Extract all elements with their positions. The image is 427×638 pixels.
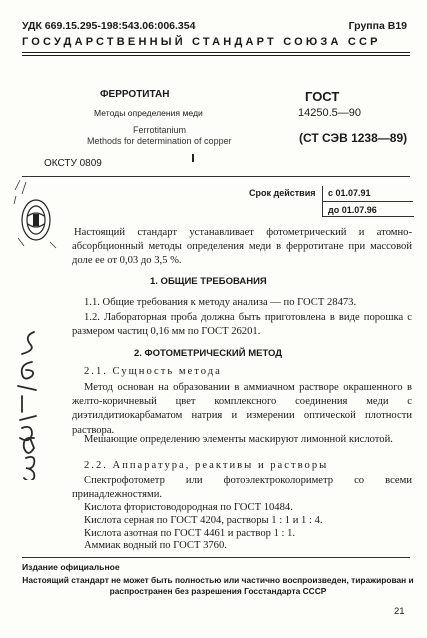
- header-rule: [22, 52, 410, 53]
- list-item: Кислота азотная по ГОСТ 4461 и раствор 1 : 1.: [84, 527, 296, 539]
- okstu-code: ОКСТУ 0809: [44, 158, 102, 169]
- section-1-title: 1. ОБЩИЕ ТРЕБОВАНИЯ: [150, 276, 267, 287]
- validity-separator: [322, 201, 413, 202]
- copyright-notice: Настоящий стандарт не может быть полностью или частично воспроизведен, тиражирован и распространен без разрешения Госстандарта СССР: [22, 575, 414, 596]
- page-number: 21: [394, 606, 405, 617]
- validity-label: Срок действия: [249, 188, 316, 198]
- paragraph-2-1: Метод основан на образовании в аммиачном растворе окрашенного в желто-коричневый цвет комплексного соединения меди с диэтилдитиокарбаматом натрия и измерении оптической плотности раствора.: [72, 382, 412, 436]
- document-title-en: Ferrotitanium: [133, 125, 187, 135]
- tick-mark: [192, 154, 194, 162]
- udk-code: УДК 669.15.295-198:543.06:006.354: [22, 20, 196, 32]
- list-item: Аммиак водный по ГОСТ 3760.: [84, 540, 227, 552]
- section-2-title: 2. ФОТОМЕТРИЧЕСКИЙ МЕТОД: [134, 348, 283, 359]
- group-code: Группа В19: [348, 20, 407, 32]
- subsection-2-1-title: 2.1. Сущность метода: [84, 366, 222, 377]
- document-subtitle: Методы определения меди: [94, 108, 203, 118]
- document-title: ФЕРРОТИТАН: [100, 89, 170, 100]
- state-standard-banner: ГОСУДАРСТВЕННЫЙ СТАНДАРТ СОЮЗА ССР: [22, 36, 381, 48]
- list-item: Кислота фтористоводородная по ГОСТ 10484.: [84, 502, 293, 513]
- paragraph-2-1-masking: Мешающие определению элементы маскируют лимонной кислотой.: [84, 434, 393, 445]
- reagent-list: [72, 502, 412, 553]
- intro-paragraph: Настоящий стандарт устанавливает фотометрический и атомно-абсорбционный методы определения меди в ферротитане при массовой доле ее от 0,03 до 3,5 %.: [72, 227, 412, 267]
- handwritten-note: [12, 330, 48, 480]
- edition-label: Издание официальное: [22, 562, 120, 572]
- divider: [22, 176, 410, 177]
- header-rule-thin: [22, 55, 410, 56]
- subsection-2-2-title: 2.2. Аппаратура, реактивы и растворы: [84, 460, 329, 471]
- library-stamp-icon: [12, 176, 70, 250]
- paragraph-1-1: 1.1. Общие требования к методу анализа — по ГОСТ 28473.: [84, 297, 357, 308]
- sev-number: (СТ СЭВ 1238—89): [299, 131, 408, 145]
- document-subtitle-en: Methods for determination of copper: [87, 136, 232, 146]
- list-item: Кислота серная по ГОСТ 4204, растворы 1 : 1 и 1 : 4.: [84, 514, 323, 526]
- gost-label: ГОСТ: [305, 89, 340, 104]
- validity-to: до 01.07.96: [328, 205, 377, 215]
- paragraph-1-2: 1.2. Лабораторная проба должна быть приготовлена в виде порошка с размером частиц 0,16 мм по ГОСТ 26201.: [72, 312, 412, 338]
- validity-from: с 01.07.91: [328, 188, 371, 198]
- footer-rule: [22, 557, 410, 558]
- paragraph-2-2: Спектрофотометр или фотоэлектроколориметр со всеми принадлежностями.: [72, 475, 412, 501]
- gost-number: 14250.5—90: [298, 107, 361, 119]
